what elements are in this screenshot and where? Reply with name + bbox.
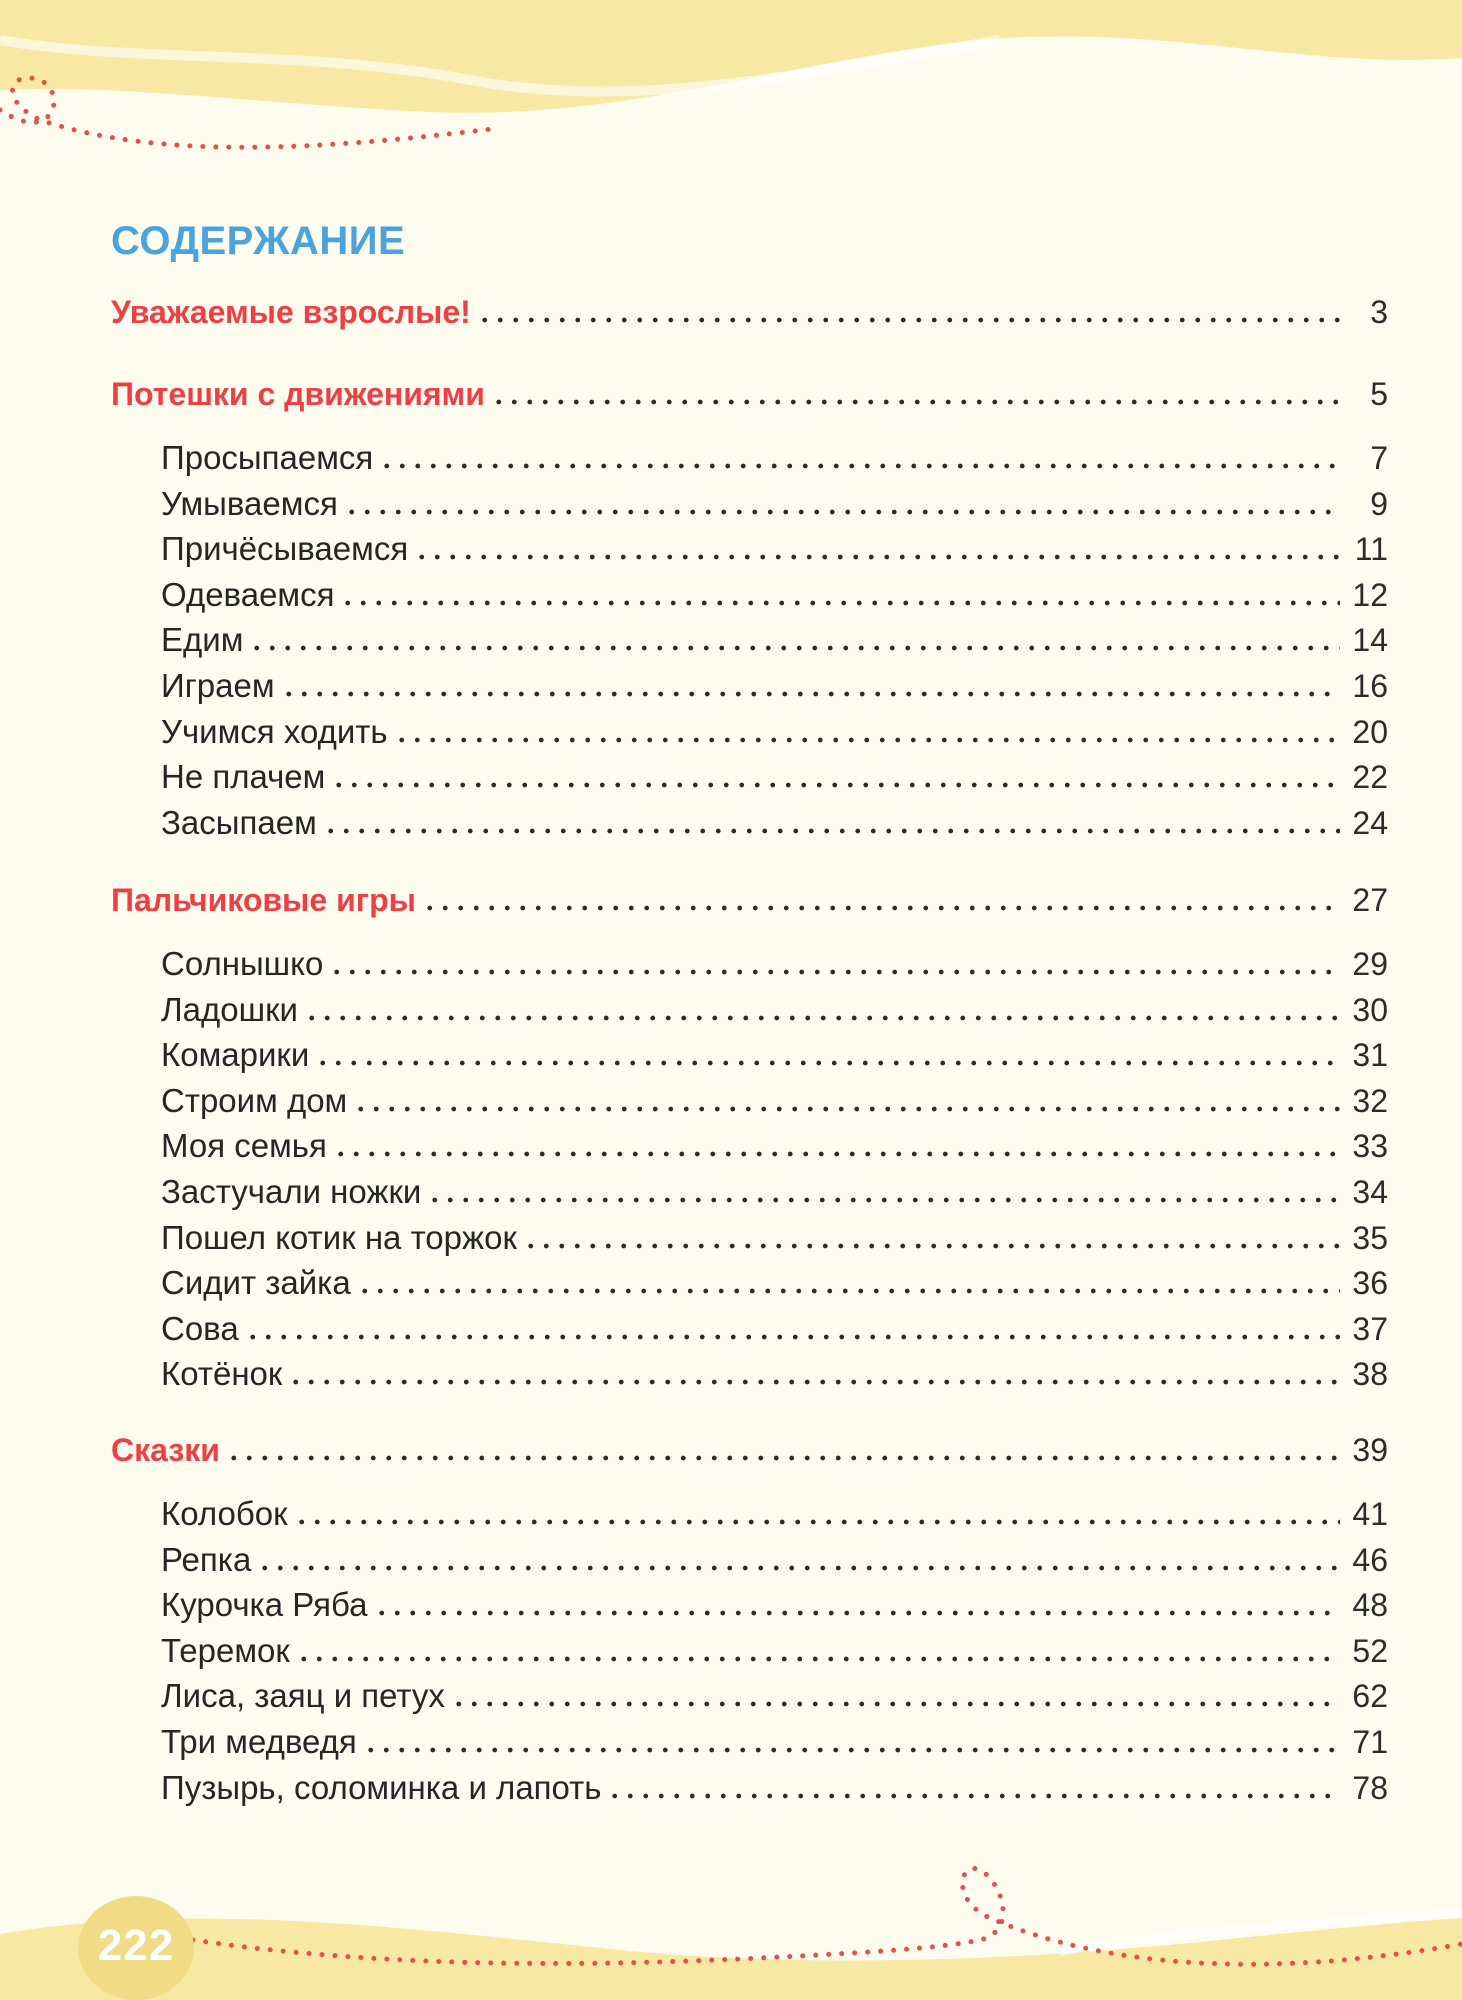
item-title: Одеваемся — [161, 575, 335, 613]
item-title: Едим — [161, 621, 244, 659]
page-ref: 5 — [1370, 376, 1388, 412]
page-ref: 30 — [1352, 991, 1388, 1028]
toc-item-row — [111, 1623, 1388, 1667]
page-ref: 16 — [1352, 668, 1388, 704]
page-ref: 78 — [1352, 1769, 1388, 1806]
page-ref: 20 — [1352, 713, 1388, 750]
toc-item-row — [111, 567, 1388, 611]
dot-leader — [363, 1747, 1340, 1753]
toc-section-row — [111, 284, 1388, 328]
page-ref: 29 — [1352, 946, 1388, 982]
section-title: Пальчиковые игры — [111, 882, 416, 918]
page-number: 222 — [97, 1921, 175, 1970]
dot-leader — [344, 509, 1340, 515]
page-ref: 33 — [1352, 1128, 1388, 1165]
dot-leader — [249, 645, 1340, 651]
item-title: Курочка Ряба — [161, 1586, 368, 1624]
toc-item-row — [111, 658, 1388, 702]
toc-item-row — [111, 795, 1388, 839]
toc-section-row — [111, 872, 1388, 916]
item-title: Теремок — [161, 1631, 290, 1669]
page-ref: 3 — [1370, 294, 1388, 330]
toc-item-row — [111, 1760, 1388, 1804]
page-ref: 14 — [1352, 622, 1388, 659]
item-title: Просыпаемся — [161, 439, 374, 476]
item-title: Сидит зайка — [161, 1264, 351, 1302]
item-title: Моя семья — [161, 1127, 327, 1165]
toc-section-row — [111, 366, 1388, 410]
toc-item-row — [111, 521, 1388, 568]
page-ref: 27 — [1352, 882, 1388, 918]
page-ref: 7 — [1370, 440, 1388, 476]
toc-item-row — [111, 1486, 1388, 1530]
item-title: Не плачем — [161, 758, 326, 796]
toc-item-row — [111, 476, 1388, 520]
item-title: Колобок — [161, 1495, 288, 1532]
page-title: СОДЕРЖАНИЕ — [111, 219, 406, 263]
toc-section-row — [111, 1422, 1388, 1466]
toc-item-row — [111, 936, 1388, 980]
section-title: Потешки с движениями — [111, 376, 485, 412]
item-title: Умываемся — [161, 484, 338, 522]
item-title: Ладошки — [161, 990, 298, 1028]
page-ref: 52 — [1352, 1632, 1388, 1669]
toc-item-row — [111, 1255, 1388, 1302]
page-ref: 37 — [1352, 1310, 1388, 1347]
page-ref: 34 — [1352, 1174, 1388, 1210]
toc-item-row — [111, 1668, 1388, 1715]
dot-leader — [226, 1455, 1340, 1461]
toc-item-row — [111, 612, 1388, 659]
dot-leader — [353, 1106, 1340, 1112]
toc-item-row — [111, 1027, 1388, 1074]
dot-leader — [245, 1334, 1340, 1340]
item-title: Котёнок — [161, 1355, 283, 1393]
page-ref: 22 — [1352, 759, 1388, 796]
item-title: Лиса, заяц и петух — [161, 1677, 445, 1715]
toc-item-row — [111, 1210, 1388, 1254]
toc-item-row — [111, 982, 1388, 1026]
toc-item-row — [111, 1164, 1388, 1208]
item-title: Солнышко — [161, 945, 324, 982]
dot-leader — [340, 600, 1340, 606]
toc-item-row — [111, 1346, 1388, 1393]
dot-leader — [422, 905, 1340, 911]
page-ref: 12 — [1352, 576, 1388, 613]
item-title: Учимся ходить — [161, 712, 388, 750]
item-title: Строим дом — [161, 1081, 348, 1119]
item-title: Застучали ножки — [161, 1173, 422, 1210]
item-title: Пошел котик на торжок — [161, 1218, 517, 1256]
dot-leader — [357, 1288, 1340, 1294]
page-ref: 35 — [1352, 1219, 1388, 1256]
dot-leader — [414, 554, 1340, 560]
dot-leader — [333, 1151, 1340, 1157]
page-ref: 39 — [1352, 1432, 1388, 1468]
dot-leader — [374, 1610, 1341, 1616]
dot-leader — [394, 737, 1340, 743]
dot-leader — [523, 1243, 1340, 1249]
page-ref: 11 — [1354, 531, 1388, 568]
page-ref: 32 — [1352, 1082, 1388, 1119]
dot-leader — [296, 1656, 1340, 1662]
dot-leader — [427, 1197, 1340, 1203]
dot-leader — [477, 317, 1340, 323]
dot-leader — [281, 691, 1340, 697]
toc-item-row — [111, 1073, 1388, 1117]
dot-leader — [329, 969, 1340, 975]
page-ref: 62 — [1352, 1678, 1388, 1715]
dot-leader — [288, 1379, 1340, 1385]
toc-item-row — [111, 749, 1388, 796]
page-ref: 71 — [1352, 1724, 1388, 1760]
toc-item-row — [111, 1714, 1388, 1758]
toc-item-row — [111, 1118, 1388, 1165]
page-ref: 46 — [1352, 1541, 1388, 1578]
page-ref: 31 — [1352, 1037, 1388, 1074]
page-ref: 41 — [1352, 1496, 1388, 1532]
dot-leader — [379, 463, 1340, 469]
dot-leader — [294, 1519, 1340, 1525]
toc-item-row — [111, 430, 1388, 474]
dot-leader — [491, 399, 1340, 405]
dot-leader — [257, 1565, 1340, 1571]
dot-leader — [315, 1060, 1340, 1066]
page-ref: 36 — [1352, 1265, 1388, 1302]
dot-leader — [451, 1701, 1340, 1707]
item-title: Репка — [161, 1540, 252, 1578]
page-ref: 24 — [1352, 804, 1388, 841]
item-title: Причёсываемся — [161, 530, 409, 568]
item-title: Пузырь, соломинка и лапоть — [161, 1768, 602, 1806]
toc-item-row — [111, 704, 1388, 748]
toc-item-row — [111, 1577, 1388, 1624]
dot-leader — [331, 782, 1340, 788]
section-title: Сказки — [111, 1432, 220, 1468]
dot-leader — [323, 828, 1340, 834]
page-ref: 48 — [1352, 1587, 1388, 1624]
item-title: Засыпаем — [161, 803, 317, 841]
item-title: Три медведя — [161, 1723, 357, 1760]
item-title: Комарики — [161, 1036, 310, 1074]
section-title: Уважаемые взрослые! — [111, 294, 471, 330]
item-title: Сова — [161, 1309, 239, 1347]
toc-item-row — [111, 1532, 1388, 1576]
toc-item-row — [111, 1301, 1388, 1345]
item-title: Играем — [161, 667, 275, 704]
page-ref: 38 — [1352, 1356, 1388, 1393]
dot-leader — [304, 1015, 1340, 1021]
dot-leader — [607, 1793, 1340, 1799]
page-ref: 9 — [1370, 485, 1388, 522]
